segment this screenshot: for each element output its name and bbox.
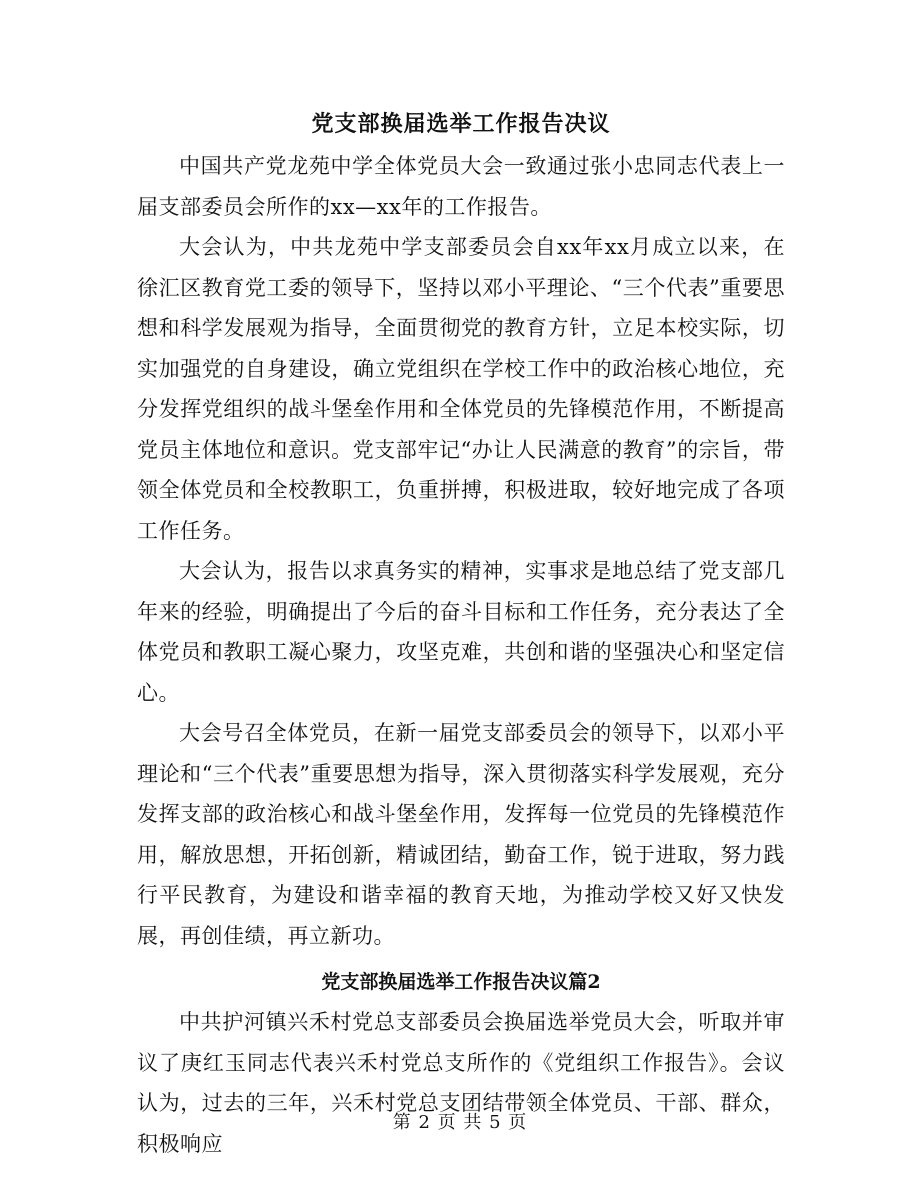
paragraph: 大会认为，中共龙苑中学支部委员会自xx年xx月成立以来，在徐汇区教育党工委的领导下，坚持以邓小平理论、“三个代表”重要思想和科学发展观为指导，全面贯彻党的教育方针，立足本校实际，切实加强党的自身建设，确立党组织在学校工作中的政治核心地位，充分发挥党组织的战斗堡垒作用和全体党员的先锋模范作用，不断提高党员主体地位和意识。党支部牢记“办让人民满意的教育”的宗旨，带领全体党员和全校教职工，负重拼搏，积极进取，较好地完成了各项工作任务。 <box>137 235 785 543</box>
paragraph: 大会认为，报告以求真务实的精神，实事求是地总结了党支部几年来的经验，明确提出了今后的奋斗目标和工作任务，充分表达了全体党员和教职工凝心聚力，攻坚克难，共创和谐的坚强决心和坚定信心。 <box>137 559 785 705</box>
document-body <box>137 102 785 1164</box>
paragraph: 大会号召全体党员，在新一届党支部委员会的领导下，以邓小平理论和“三个代表”重要思想为指导，深入贯彻落实科学发展观，充分发挥支部的政治核心和战斗堡垒作用，发挥每一位党员的先锋模范作用，解放思想，开拓创新，精诚团结，勤奋工作，锐于进取，努力践行平民教育，为建设和谐幸福的教育天地，为推动学校又好又快发展，再创佳绩，再立新功。 <box>137 721 785 948</box>
paragraph: 中国共产党龙苑中学全体党员大会一致通过张小忠同志代表上一届支部委员会所作的xx—xx年的工作报告。 <box>137 154 785 219</box>
section-title: 党支部换届选举工作报告决议篇2 <box>321 971 601 993</box>
paragraph: 中共护河镇兴禾村党总支部委员会换届选举党员大会，听取并审议了庚红玉同志代表兴禾村党总支所作的《党组织工作报告》。会议认为，过去的三年，兴禾村党总支团结带领全体党员、干部、群众，积极响应 <box>137 1010 785 1156</box>
document-title: 党支部换届选举工作报告决议 <box>311 111 611 137</box>
page-number: 第 2 页 共 5 页 <box>392 1112 528 1133</box>
